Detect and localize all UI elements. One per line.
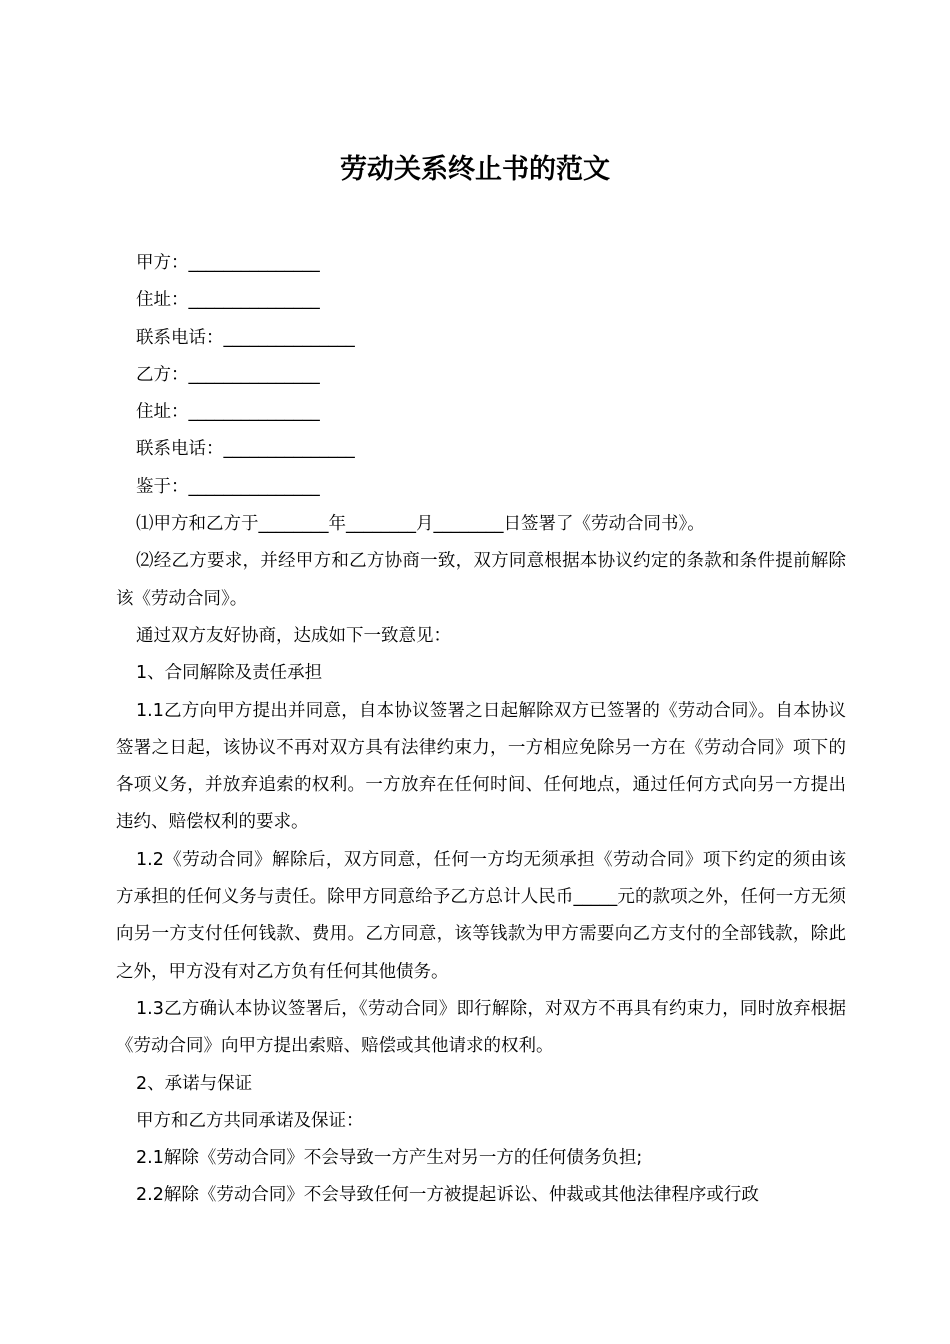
party-a-phone-line: 联系电话：_______________ [136,327,355,348]
clause-1-2: 1.2《劳动合同》解除后，双方同意，任何一方均无须承担《劳动合同》项下约定的须由该方承担的任何义务与责任。除甲方同意给予乙方总计人民币_____元的款项之外，任何一方无须向另一方支付任何钱款、费用。乙方同意，该等钱款为甲方需要向乙方支付的全部钱款，除此之外，甲方没有对乙方负有任何其他债务。 [116,849,846,982]
clause-1-1: 1.1乙方向甲方提出并同意，自本协议签署之日起解除双方已签署的《劳动合同》。自本协议签署之日起，该协议不再对双方具有法律约束力，一方相应免除另一方在《劳动合同》项下的各项义务，并放弃追索的权利。一方放弃在任何时间、任何地点，通过任何方式向另一方提出违约、赔偿权利的要求。 [116,700,846,833]
recital-1: ⑴甲方和乙方于________年________月________日签署了《劳动合同书》。 [136,514,705,535]
section-2-heading: 2、承诺与保证 [136,1073,253,1094]
clause-2-2: 2.2解除《劳动合同》不会导致任何一方被提起诉讼、仲裁或其他法律程序或行政 [136,1185,759,1206]
document-title: 劳动关系终止书的范文 [340,154,610,186]
clause-2-1: 2.1解除《劳动合同》不会导致一方产生对另一方的任何债务负担; [136,1148,643,1169]
party-b-line: 乙方：_______________ [136,364,320,385]
section-1-heading: 1、合同解除及责任承担 [136,663,323,684]
party-b-address-line: 住址：_______________ [136,402,320,423]
party-b-phone-line: 联系电话：_______________ [136,439,355,460]
whereas-line: 鉴于：_______________ [136,476,320,497]
recital-2: ⑵经乙方要求，并经甲方和乙方协商一致，双方同意根据本协议约定的条款和条件提前解除该《劳动合同》。 [116,551,846,609]
clause-1-3: 1.3乙方确认本协议签署后，《劳动合同》即行解除，对双方不再具有约束力，同时放弃根据《劳动合同》向甲方提出索赔、赔偿或其他请求的权利。 [116,998,846,1057]
party-a-line: 甲方：_______________ [136,253,320,273]
section-2-intro: 甲方和乙方共同承诺及保证： [136,1110,364,1131]
party-a-address-line: 住址：_______________ [136,290,320,311]
document-body [116,245,846,1215]
agreement-intro: 通过双方友好协商，达成如下一致意见： [136,625,451,646]
